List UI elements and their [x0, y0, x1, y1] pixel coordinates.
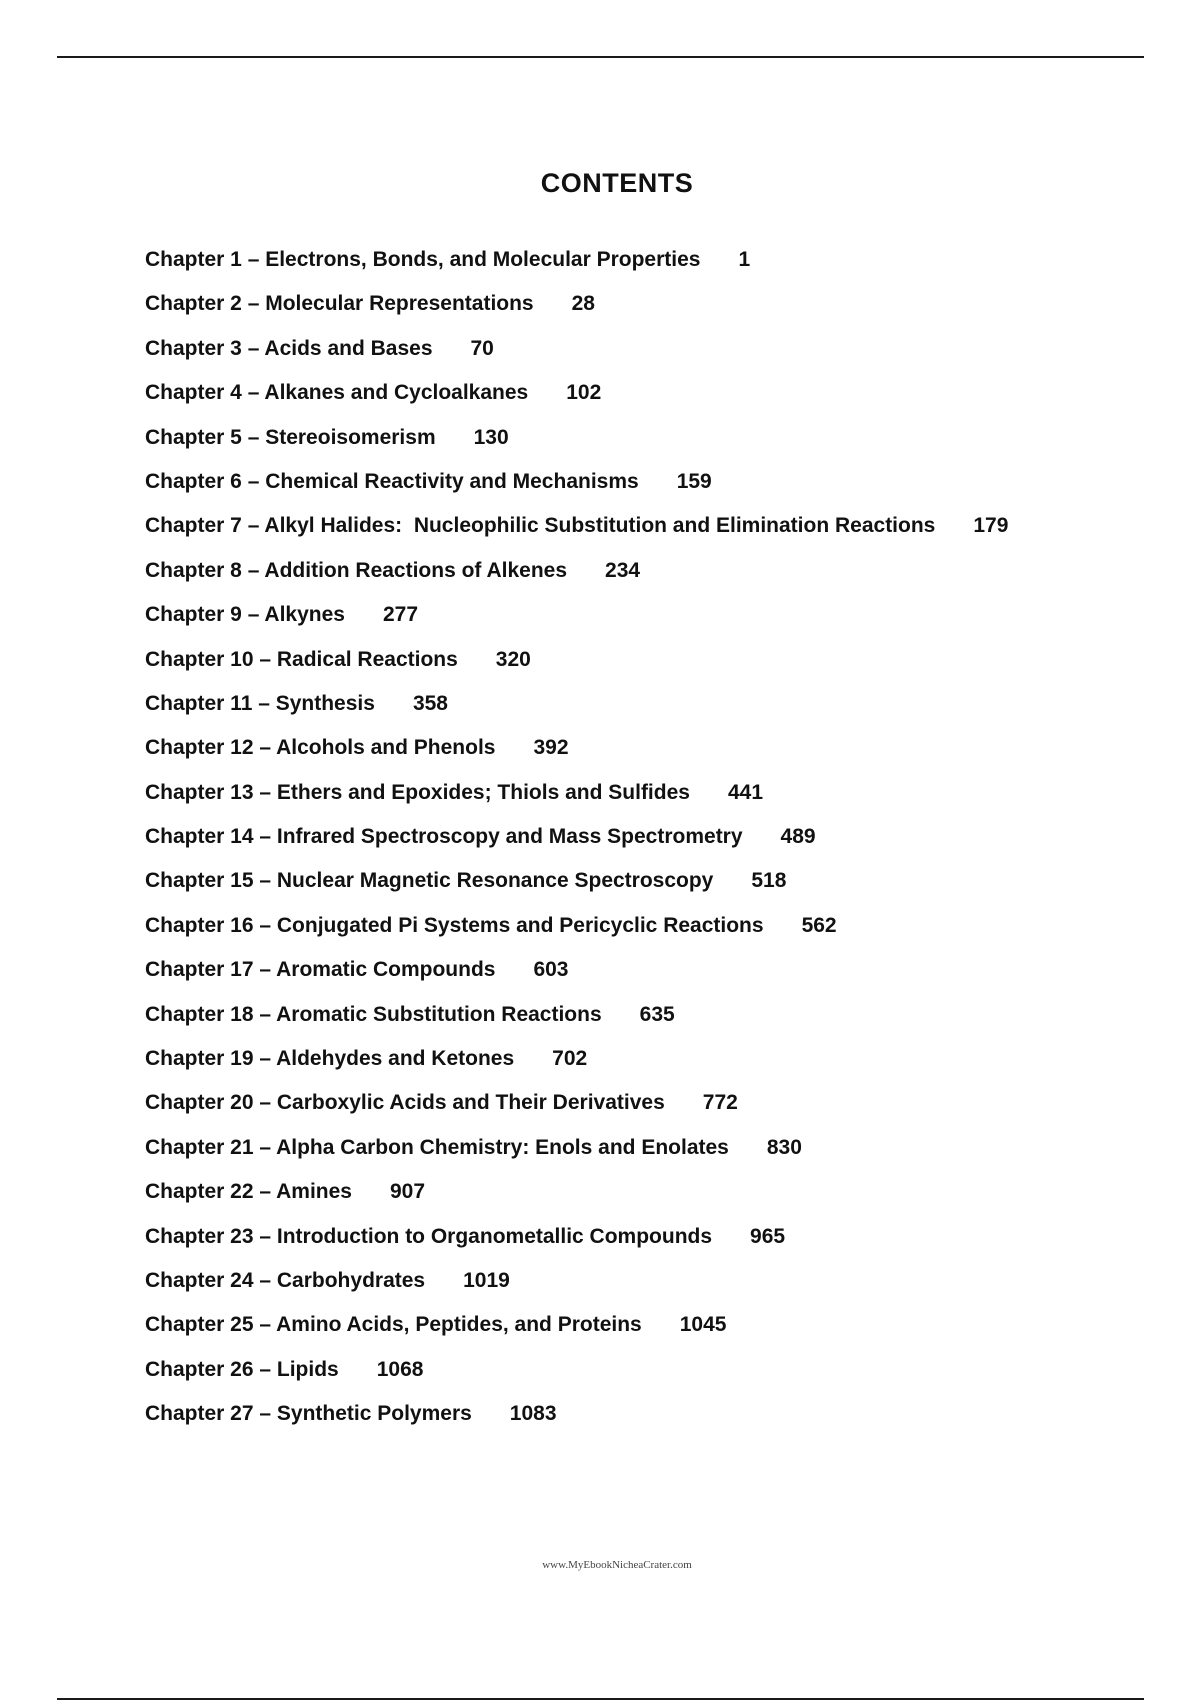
toc-entry — [145, 426, 1008, 470]
toc-entry — [145, 337, 1008, 381]
toc-entry-title: Chapter 8 – Addition Reactions of Alkenes — [145, 558, 568, 582]
toc-entry-title: Chapter 6 – Chemical Reactivity and Mechanisms — [145, 469, 639, 493]
toc-entry — [145, 736, 1008, 780]
toc-entry-title: Chapter 7 – Alkyl Halides: Nucleophilic Substitution and Elimination Reactions — [145, 514, 936, 538]
toc-entry — [145, 825, 1008, 869]
toc-entry — [145, 1313, 1008, 1357]
toc-entry-title: Chapter 21 – Alpha Carbon Chemistry: Enols and Enolates — [145, 1135, 729, 1159]
toc-entry-title: Chapter 17 – Aromatic Compounds — [145, 958, 496, 982]
toc-entry — [145, 648, 1008, 692]
toc-entry-title: Chapter 11 – Synthesis — [145, 691, 375, 715]
toc-entry — [145, 692, 1008, 736]
toc-entry — [145, 958, 1008, 1002]
toc-entry-title: Chapter 15 – Nuclear Magnetic Resonance Spectroscopy — [145, 869, 714, 893]
toc-entry-page: 1019 — [463, 1268, 510, 1292]
table-of-contents — [145, 248, 1008, 1447]
toc-entry-page: 392 — [533, 736, 569, 760]
toc-entry-page: 1068 — [376, 1357, 424, 1381]
toc-entry-page: 179 — [973, 514, 1009, 538]
toc-entry — [145, 248, 1008, 292]
toc-entry-page: 772 — [702, 1091, 738, 1115]
toc-entry — [145, 292, 1008, 336]
toc-entry-page: 830 — [766, 1135, 802, 1159]
toc-entry-title: Chapter 2 – Molecular Representations — [145, 292, 534, 316]
toc-entry-page: 28 — [571, 292, 595, 316]
toc-entry-title: Chapter 18 – Aromatic Substitution Reactions — [145, 1002, 602, 1026]
toc-entry-page: 965 — [750, 1224, 786, 1248]
footer-url: www.MyEbookNicheaCrater.com — [542, 1559, 692, 1571]
toc-entry-title: Chapter 24 – Carbohydrates — [145, 1268, 426, 1292]
toc-entry — [145, 1269, 1008, 1313]
toc-entry-title: Chapter 25 – Amino Acids, Peptides, and Proteins — [145, 1313, 642, 1337]
toc-entry-title: Chapter 3 – Acids and Bases — [145, 336, 433, 360]
toc-entry-title: Chapter 4 – Alkanes and Cycloalkanes — [145, 381, 529, 405]
page-title: CONTENTS — [540, 168, 694, 198]
toc-entry-page: 277 — [382, 603, 419, 627]
toc-entry-title: Chapter 1 – Electrons, Bonds, and Molecular Properties — [145, 248, 701, 271]
toc-entry-page: 702 — [552, 1047, 588, 1071]
toc-entry-page: 603 — [533, 958, 569, 982]
toc-entry — [145, 914, 1008, 958]
toc-entry-title: Chapter 14 – Infrared Spectroscopy and Mass Spectrometry — [145, 825, 743, 849]
toc-entry-title: Chapter 27 – Synthetic Polymers — [145, 1402, 472, 1426]
toc-entry-page: 562 — [801, 913, 837, 937]
toc-entry-page: 1 — [738, 248, 751, 271]
toc-entry-page: 441 — [727, 780, 764, 804]
toc-entry-title: Chapter 16 – Conjugated Pi Systems and Pericyclic Reactions — [145, 913, 764, 937]
toc-entry — [145, 1225, 1008, 1269]
toc-entry-page: 159 — [676, 469, 712, 493]
toc-entry — [145, 1358, 1008, 1402]
toc-entry-title: Chapter 19 – Aldehydes and Ketones — [145, 1047, 515, 1071]
toc-entry-page: 518 — [751, 869, 787, 893]
toc-entry — [145, 869, 1008, 913]
toc-entry — [145, 470, 1008, 514]
toc-entry-title: Chapter 22 – Amines — [145, 1180, 352, 1204]
toc-entry-title: Chapter 5 – Stereoisomerism — [145, 425, 436, 449]
toc-entry — [145, 1091, 1008, 1135]
toc-entry-title: Chapter 12 – Alcohols and Phenols — [145, 736, 496, 760]
toc-entry — [145, 514, 1008, 558]
toc-entry-page: 489 — [780, 825, 816, 849]
toc-entry — [145, 1402, 1008, 1446]
toc-entry-page: 635 — [639, 1002, 675, 1026]
toc-entry-title: Chapter 9 – Alkynes — [145, 603, 345, 627]
toc-entry — [145, 1047, 1008, 1091]
toc-entry-page: 1045 — [679, 1313, 727, 1337]
toc-entry-page: 130 — [473, 425, 509, 449]
toc-entry — [145, 603, 1008, 647]
toc-entry-page: 358 — [412, 691, 448, 715]
toc-entry — [145, 381, 1008, 425]
toc-entry-title: Chapter 26 – Lipids — [145, 1357, 339, 1381]
toc-entry-page: 102 — [566, 381, 602, 405]
toc-entry-title: Chapter 13 – Ethers and Epoxides; Thiols and Sulfides — [145, 780, 690, 804]
toc-entry-title: Chapter 20 – Carboxylic Acids and Their Derivatives — [145, 1091, 665, 1115]
toc-entry — [145, 1136, 1008, 1180]
toc-entry-page: 907 — [389, 1180, 426, 1204]
toc-entry-title: Chapter 23 – Introduction to Organometallic Compounds — [145, 1224, 713, 1248]
toc-entry-page: 320 — [495, 647, 531, 671]
toc-entry-page: 70 — [470, 336, 494, 360]
toc-entry-page: 1083 — [509, 1402, 557, 1426]
toc-entry — [145, 559, 1008, 603]
top-rule — [57, 56, 1144, 58]
toc-entry-page: 234 — [605, 558, 641, 582]
toc-entry — [145, 781, 1008, 825]
toc-entry — [145, 1180, 1008, 1224]
toc-entry-title: Chapter 10 – Radical Reactions — [145, 647, 458, 671]
toc-entry — [145, 1003, 1008, 1047]
